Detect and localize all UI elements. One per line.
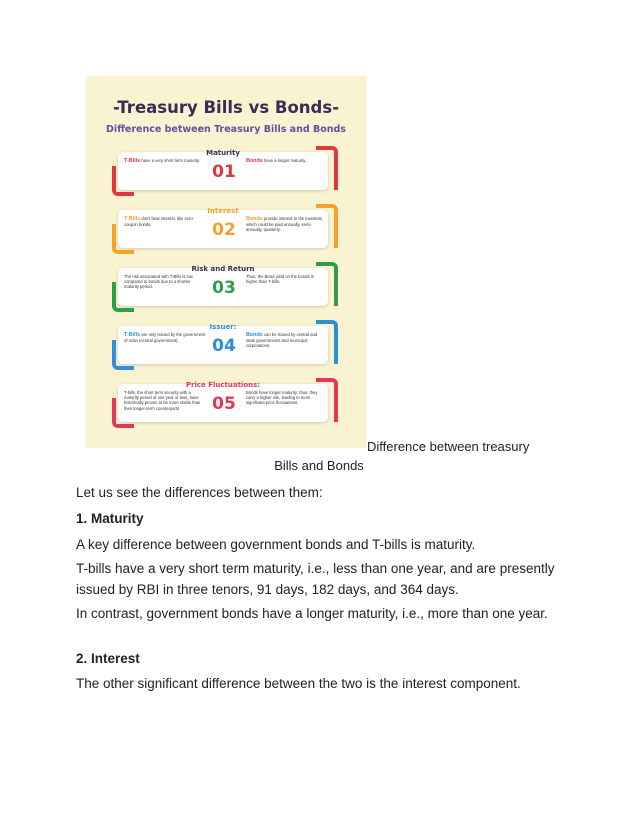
accent-bracket-left: [112, 224, 134, 254]
comparison-row: [116, 208, 338, 250]
maturity-paragraph-1: A key difference between government bonds and T-bills is maturity.: [76, 537, 476, 552]
tbills-description: [124, 158, 206, 164]
bonds-label: Bonds: [246, 158, 263, 164]
row-number: 05: [212, 394, 236, 414]
tbills-label: T-Bills: [124, 158, 141, 164]
row-number: 02: [212, 220, 236, 240]
tbills-text: The risk associated with T-Bills is low compared to bonds due to a shorter maturity period.: [124, 274, 193, 290]
accent-bracket-left: [112, 166, 134, 196]
tbills-text: have a very short term maturity.: [141, 158, 200, 163]
bonds-description: [246, 216, 326, 233]
bonds-text: provide interest to the investors, which could be paid annually, semi-annually, quarterly.: [246, 216, 324, 233]
section-heading-interest: 2. Interest: [76, 651, 140, 666]
row-heading: Risk and Return: [191, 265, 255, 273]
comparison-row: [116, 382, 338, 424]
tbills-label: T-Bills: [124, 216, 141, 222]
bonds-text: Bonds have longer maturity; thus, they carry a higher risk, leading to more significant price fluctuations.: [246, 390, 318, 406]
bonds-text: can be issued by central and state governments and municipal corporations.: [246, 332, 318, 349]
row-number: 03: [212, 278, 236, 298]
interest-paragraph: The other significant difference between the two is the interest component.: [76, 676, 521, 691]
comparison-row: [116, 266, 338, 308]
tbills-label: T-Bills: [124, 332, 141, 338]
intro-paragraph: Let us see the differences between them:: [76, 485, 323, 500]
infographic-title: -Treasury Bills vs Bonds-: [112, 98, 340, 117]
treasury-bills-vs-bonds-infographic: [86, 76, 366, 448]
comparison-row: [116, 324, 338, 366]
bonds-text: Thus, the Bond yield on the bonds is higher than T-bills.: [246, 274, 314, 285]
bonds-label: Bonds: [246, 216, 263, 222]
row-heading: Maturity: [206, 149, 240, 157]
image-caption-line2: Bills and Bonds: [274, 458, 364, 473]
tbills-text: don't bear interest, like zero-coupon bonds.: [124, 216, 195, 228]
tbills-text: are only issued by the government of India (central government).: [124, 332, 206, 344]
row-number: 04: [212, 336, 236, 356]
bonds-text: have a longer maturity.: [263, 158, 307, 163]
tbills-description: [124, 390, 206, 411]
bonds-description: [246, 158, 326, 164]
maturity-paragraph-3: In contrast, government bonds have a longer maturity, i.e., more than one year.: [76, 606, 548, 621]
row-number: 01: [212, 162, 236, 182]
bonds-description: [246, 274, 326, 284]
section-heading-maturity: 1. Maturity: [76, 511, 144, 526]
comparison-row: [116, 150, 338, 192]
tbills-description: [124, 274, 206, 290]
maturity-paragraph-2: T-bills have a very short term maturity, i.e., less than one year, and are presently issued by RBI in three tenors, 91 days, 182 days, and 364 days.: [76, 561, 555, 597]
row-heading: Price Fluctuations:: [185, 381, 261, 389]
tbills-description: [124, 216, 206, 227]
image-caption-line1: Difference between treasury: [367, 439, 530, 454]
bonds-label: Bonds: [246, 332, 263, 338]
bonds-description: [246, 332, 326, 349]
tbills-text: T-bills, the short term security with a maturity period of one year or less, have historically proven to be more stable than their longer-term counterparts: [124, 390, 201, 411]
accent-bracket-left: [112, 340, 134, 370]
bonds-description: [246, 390, 326, 406]
row-heading: Issuer:: [209, 323, 237, 331]
tbills-description: [124, 332, 206, 343]
row-heading: Interest: [207, 207, 239, 215]
infographic-subtitle: Difference between Treasury Bills and Bonds: [106, 124, 346, 135]
